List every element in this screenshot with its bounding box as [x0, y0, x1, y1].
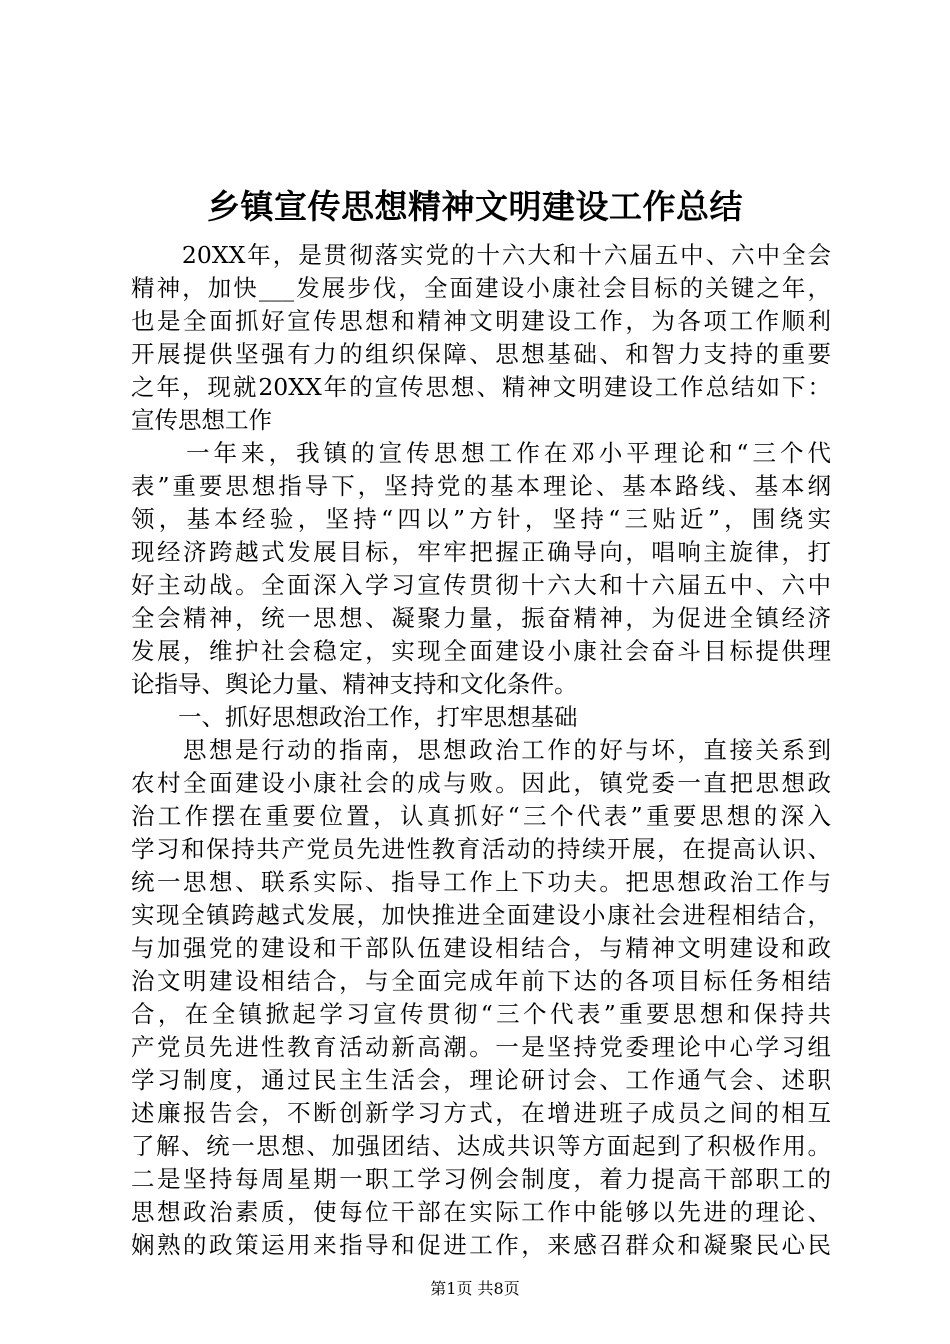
- body-line: 思想政治素质，使每位干部在实际工作中能够以先进的理论、: [131, 1198, 831, 1226]
- body-line: 开展提供坚强有力的组织保障、思想基础、和智力支持的重要: [131, 340, 831, 368]
- body-line: 领，基本经验，坚持“四以”方针，坚持“三贴近”，围绕实: [131, 505, 831, 533]
- section-heading: 宣传思想工作: [131, 406, 272, 434]
- body-line: 治文明建设相结合，与全面完成年前下达的各项目标任务相结: [131, 967, 831, 995]
- body-line: 述廉报告会，不断创新学习方式，在增进班子成员之间的相互: [131, 1099, 831, 1127]
- body-line: 农村全面建设小康社会的成与败。因此，镇党委一直把思想政: [131, 769, 831, 797]
- page-number-footer: 第1页 共8页: [430, 1279, 520, 1298]
- body-line: 实现全镇跨越式发展，加快推进全面建设小康社会进程相结合，: [131, 901, 831, 929]
- body-line: 学习和保持共产党员先进性教育活动的持续开展，在提高认识、: [131, 835, 831, 863]
- body-line: 发展，维护社会稳定，实现全面建设小康社会奋斗目标提供理: [131, 637, 831, 665]
- body-line: 产党员先进性教育活动新高潮。一是坚持党委理论中心学习组: [131, 1033, 831, 1061]
- body-line: 之年，现就20XX年的宣传思想、精神文明建设工作总结如下：: [131, 373, 831, 401]
- body-line: 统一思想、联系实际、指导工作上下功夫。把思想政治工作与: [131, 868, 831, 896]
- body-line: 好主动战。全面深入学习宣传贯彻十六大和十六届五中、六中: [131, 571, 831, 599]
- body-line: 表”重要思想指导下，坚持党的基本理论、基本路线、基本纲: [131, 472, 831, 500]
- body-line: 全会精神，统一思想、凝聚力量，振奋精神，为促进全镇经济: [131, 604, 831, 632]
- body-line: 娴熟的政策运用来指导和促进工作，来感召群众和凝聚民心民: [131, 1231, 831, 1259]
- body-line: 了解、统一思想、加强团结、达成共识等方面起到了积极作用。: [131, 1132, 831, 1160]
- body-line: 二是坚持每周星期一职工学习例会制度，着力提高干部职工的: [131, 1165, 831, 1193]
- body-line: 学习制度，通过民主生活会，理论研讨会、工作通气会、述职: [131, 1066, 831, 1094]
- section-heading: 一、抓好思想政治工作，打牢思想基础: [131, 703, 578, 731]
- body-line: 精神，加快___发展步伐，全面建设小康社会目标的关键之年，: [131, 274, 831, 302]
- body-line: 治工作摆在重要位置，认真抓好“三个代表”重要思想的深入: [131, 802, 831, 830]
- body-line: 现经济跨越式发展目标，牢牢把握正确导向，唱响主旋律，打: [131, 538, 831, 566]
- body-line: 20XX年，是贯彻落实党的十六大和十六届五中、六中全会: [131, 241, 831, 269]
- body-line: 思想是行动的指南，思想政治工作的好与坏，直接关系到: [131, 736, 831, 764]
- body-line: 论指导、舆论力量、精神支持和文化条件。: [131, 670, 578, 698]
- body-line: 与加强党的建设和干部队伍建设相结合，与精神文明建设和政: [131, 934, 831, 962]
- body-line: 合，在全镇掀起学习宣传贯彻“三个代表”重要思想和保持共: [131, 1000, 831, 1028]
- body-line: 也是全面抓好宣传思想和精神文明建设工作，为各项工作顺利: [131, 307, 831, 335]
- document-title: 乡镇宣传思想精神文明建设工作总结: [207, 187, 743, 226]
- body-line: 一年来，我镇的宣传思想工作在邓小平理论和“三个代: [131, 439, 831, 467]
